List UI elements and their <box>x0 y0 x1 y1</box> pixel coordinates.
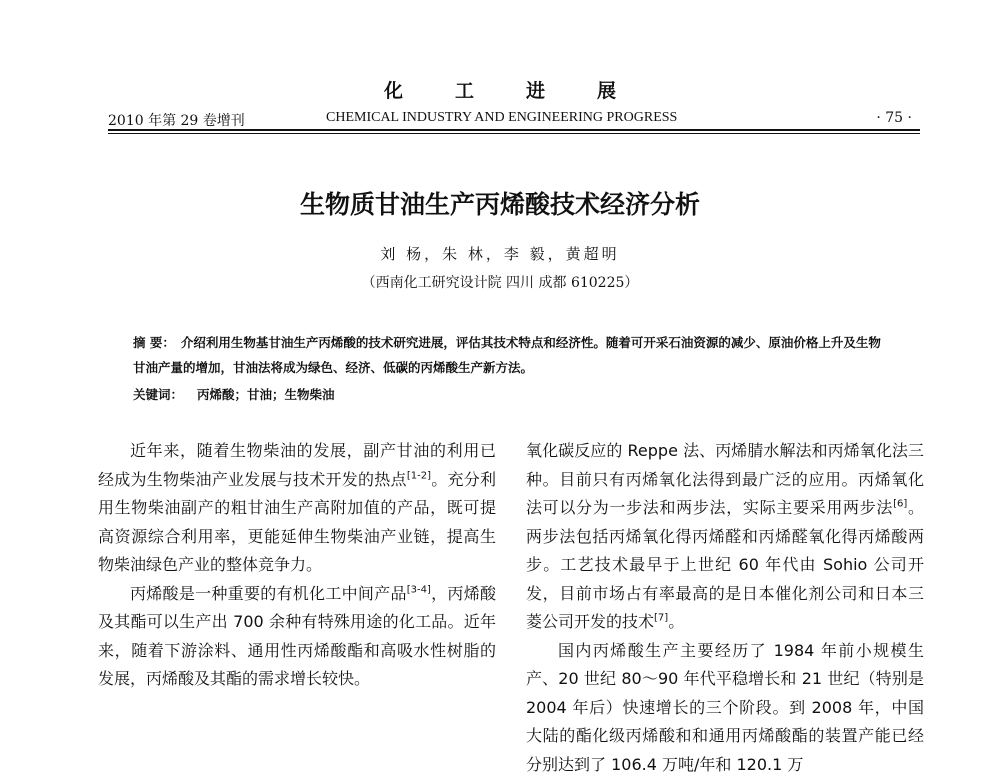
journal-english-name: CHEMICAL INDUSTRY AND ENGINEERING PROGRESS <box>326 110 677 126</box>
abstract-label: 摘 要： <box>133 335 175 350</box>
paragraph <box>98 437 496 580</box>
paragraph-text: ，丙烯酸及其酯可以生产出 700 余种有特殊用途的化工品。近年来，随着下游涂料、通用性丙烯酸酯和高吸水性树脂的发展，丙烯酸及其酯的需求增长较快。 <box>98 584 496 689</box>
running-header <box>108 110 920 130</box>
keywords <box>133 385 893 403</box>
citation: [1-2] <box>407 470 431 481</box>
paragraph-text: 近年来，随着生物柴油的发展，副产甘油的利用已经成为生物柴油产业发展与技术开发的热点 <box>98 441 496 489</box>
issue-info: 2010 年第 29 卷增刊 <box>108 110 245 130</box>
abstract <box>133 330 893 380</box>
citation: [3-4] <box>407 584 431 595</box>
body-column-left <box>98 437 496 694</box>
affiliation: （西南化工研究设计院 四川 成都 610225） <box>0 272 1000 292</box>
authors: 刘 杨，朱 林，李 毅，黄超明 <box>0 243 1000 264</box>
paragraph: 国内丙烯酸生产主要经历了 1984 年前小规模生产、20 世纪 80～90 年代平稳增长和 21 世纪（特别是 2004 年后）快速增长的三个阶段。到 2008 年，中国大陆的酯化级丙烯酸和和通用丙烯酸酯的装置产能已经分别达到了 106.4 万吨/年和 120.1 万 <box>526 637 924 779</box>
header-rule-thick <box>108 129 920 131</box>
body-column-right <box>526 437 924 779</box>
paragraph-text: 。两步法包括丙烯氧化得丙烯醛和丙烯醛氧化得丙烯酸两步。工艺技术最早于上世纪 60 年代由 Sohio 公司开发，目前市场占有率最高的是日本催化剂公司和日本三菱公司开发的技术 <box>526 498 924 631</box>
header-rule-thin <box>108 133 920 134</box>
paragraph <box>98 580 496 694</box>
paragraph <box>526 437 924 637</box>
citation: [7] <box>654 613 668 624</box>
paragraph-text: 丙烯酸是一种重要的有机化工中间产品 <box>130 584 407 603</box>
keywords-text: 丙烯酸；甘油；生物柴油 <box>197 387 335 402</box>
abstract-text: 介绍利用生物基甘油生产丙烯酸的技术研究进展，评估其技术特点和经济性。随着可开采石油资源的减少、原油价格上升及生物甘油产量的增加，甘油法将成为绿色、经济、低碳的丙烯酸生产新方法。 <box>133 335 881 375</box>
citation: [6] <box>893 499 907 510</box>
article-title: 生物质甘油生产丙烯酸技术经济分析 <box>0 185 1000 221</box>
journal-name: 化工进展 <box>0 76 1000 103</box>
page-number: · 75 · <box>876 110 912 126</box>
paragraph-text: 。充分利用生物柴油副产的粗甘油生产高附加值的产品，既可提高资源综合利用率，更能延伸生物柴油产业链，提高生物柴油绿色产业的整体竞争力。 <box>98 470 496 575</box>
keywords-label: 关键词： <box>133 387 183 402</box>
paragraph-text: 。 <box>668 612 684 631</box>
paragraph-text: 氧化碳反应的 Reppe 法、丙烯腈水解法和丙烯氧化法三种。目前只有丙烯氧化法得到最广泛的应用。丙烯氧化法可以分为一步法和两步法，实际主要采用两步法 <box>526 441 924 517</box>
